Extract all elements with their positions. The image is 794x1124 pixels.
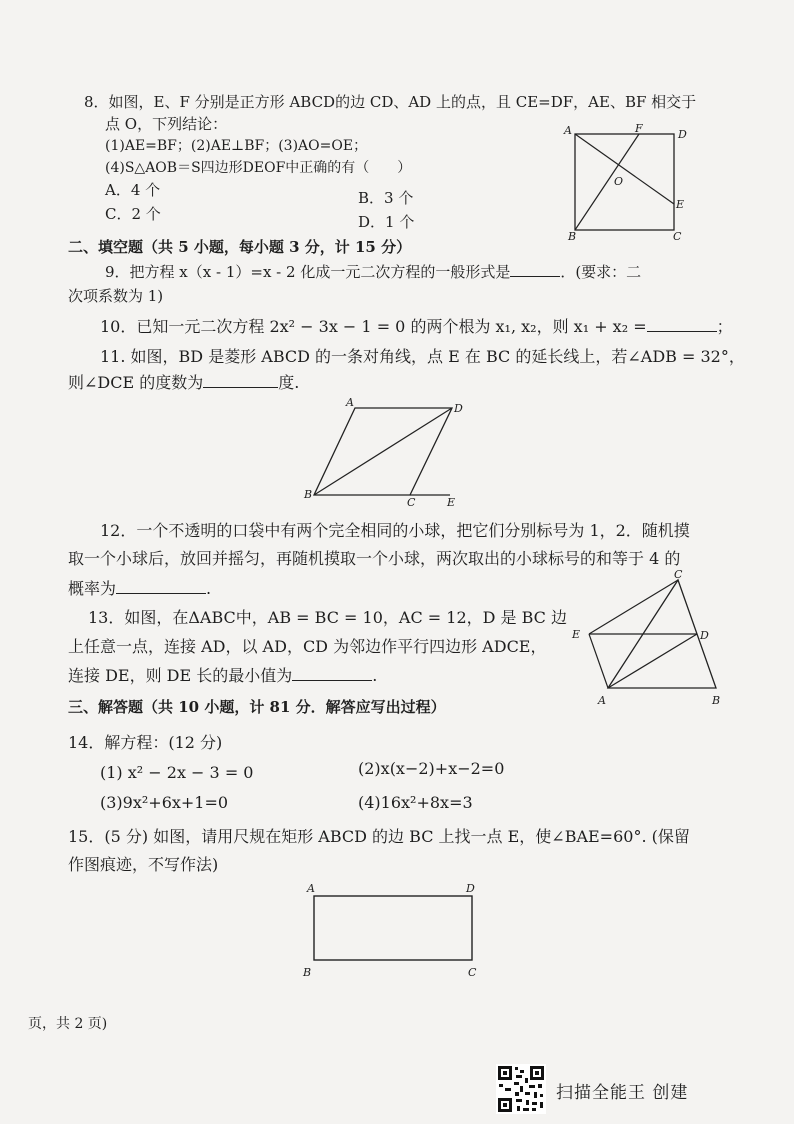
page-footer: 页，共 2 页) xyxy=(28,1016,108,1032)
label-b: B xyxy=(304,488,313,501)
q11-line1: 11. 如图，BD 是菱形 ABCD 的一条对角线，点 E 在 BC 的延长线上，若∠ADB = 32°， xyxy=(100,347,745,366)
q11-unit: 度. xyxy=(278,373,300,392)
label-a: A xyxy=(598,694,606,707)
q13-text: 连接 DE，则 DE 长的最小值为 xyxy=(68,666,293,685)
q12-line1: 12．一个不透明的口袋中有两个完全相同的小球，把它们分别标号为 1，2．随机摸 xyxy=(100,521,690,540)
segment-bf xyxy=(575,134,639,230)
q13-blank[interactable] xyxy=(292,666,372,681)
label-a: A xyxy=(307,882,315,895)
q14-equation-3: (3)9x²+6x+1=0 xyxy=(100,793,229,812)
q8-line2: 点 O，下列结论： xyxy=(105,115,228,133)
q13-triangle-figure xyxy=(568,568,728,712)
segment-ec xyxy=(589,580,678,634)
q8-option-c: C．2 个 xyxy=(105,205,161,223)
label-c: C xyxy=(468,966,477,979)
q9-blank[interactable] xyxy=(510,262,560,277)
q14-equation-2: (2)x(x−2)+x−2=0 xyxy=(358,759,505,778)
label-c: C xyxy=(673,230,682,243)
q11-text: 则∠DCE 的度数为 xyxy=(68,373,204,392)
label-e: E xyxy=(676,198,685,211)
q12-line3 xyxy=(68,578,211,600)
segment-ea xyxy=(589,634,608,688)
label-o: O xyxy=(614,175,624,188)
q12-line2: 取一个小球后，放回并摇匀，再随机摸取一个小球，两次取出的小球标号的和等于 4 的 xyxy=(68,549,681,568)
qr-code-icon xyxy=(496,1064,546,1114)
label-b: B xyxy=(712,694,721,707)
q10-end: ； xyxy=(716,317,733,336)
label-d: D xyxy=(678,128,687,141)
scanner-watermark: 扫描全能王 创建 xyxy=(556,1083,689,1103)
q8-square-figure xyxy=(562,122,692,244)
q12-text: 概率为 xyxy=(68,579,117,598)
label-d: D xyxy=(454,402,463,415)
q14-title: 14．解方程：(12 分) xyxy=(68,733,223,752)
q9-text: 9．把方程 x（x - 1）=x - 2 化成一元二次方程的一般形式是 xyxy=(105,263,511,281)
label-f: F xyxy=(635,122,643,135)
label-d: D xyxy=(466,882,475,895)
q8-line1: 8．如图，E、F 分别是正方形 ABCD的边 CD、AD 上的点，且 CE=DF，AE、BF 相交于 xyxy=(84,93,697,111)
square-abcd xyxy=(575,134,674,230)
label-b: B xyxy=(568,230,577,243)
q13-line2: 上任意一点，连接 AD，以 AD，CD 为邻边作平行四边形 ADCE， xyxy=(68,637,547,656)
q15-rectangle-figure xyxy=(298,876,488,980)
rectangle-abcd xyxy=(314,896,472,960)
q8-option-d: D．1 个 xyxy=(358,213,415,231)
q15-line2: 作图痕迹，不写作法) xyxy=(68,855,219,874)
q10-line xyxy=(100,316,733,338)
label-b: B xyxy=(303,966,312,979)
q11-rhombus-figure xyxy=(300,394,470,510)
q8-option-b: B．3 个 xyxy=(358,189,414,207)
label-d: D xyxy=(700,629,709,642)
label-a: A xyxy=(346,396,354,409)
section-2-heading: 二、填空题（共 5 小题，每小题 3 分，计 15 分） xyxy=(68,238,412,256)
q10-text: 10．已知一元二次方程 2x² − 3x − 1 = 0 的两个根为 x₁, x₂，则 x₁ + x₂ = xyxy=(100,317,647,336)
q13-line1: 13．如图，在ΔABC中，AB = BC = 10，AC = 12，D 是 BC 边 xyxy=(88,608,568,627)
label-e: E xyxy=(572,628,581,641)
q14-equation-1: (1) x² − 2x − 3 = 0 xyxy=(100,763,254,782)
q9-line2: 次项系数为 1) xyxy=(68,287,164,305)
q8-option-a: A．4 个 xyxy=(105,181,161,199)
label-c: C xyxy=(674,568,683,581)
q11-line2 xyxy=(68,372,299,394)
q9-line1 xyxy=(105,262,641,282)
label-e: E xyxy=(447,496,456,509)
q12-blank[interactable] xyxy=(116,579,206,594)
q9-note: ．(要求：二 xyxy=(560,263,642,281)
q13-end: . xyxy=(372,666,378,685)
label-c: C xyxy=(407,496,416,509)
q8-line4: (4)S△AOB＝S四边形DEOF中正确的有（ ） xyxy=(105,160,412,176)
q8-line3: (1)AE=BF；(2)AE⊥BF；(3)AO=OE； xyxy=(105,138,368,154)
q12-end: . xyxy=(206,579,212,598)
q11-blank[interactable] xyxy=(203,373,278,388)
q14-equation-4: (4)16x²+8x=3 xyxy=(358,793,473,812)
segment-ad xyxy=(608,634,697,688)
section-3-heading: 三、解答题（共 10 小题，计 81 分．解答应写出过程） xyxy=(68,698,446,716)
q10-blank[interactable] xyxy=(647,317,717,332)
label-a: A xyxy=(564,124,572,137)
segment-ae xyxy=(575,134,674,204)
q13-line3 xyxy=(68,665,377,687)
q15-line1: 15．(5 分) 如图，请用尺规在矩形 ABCD 的边 BC 上找一点 E，使∠BAE=60°. (保留 xyxy=(68,827,690,846)
